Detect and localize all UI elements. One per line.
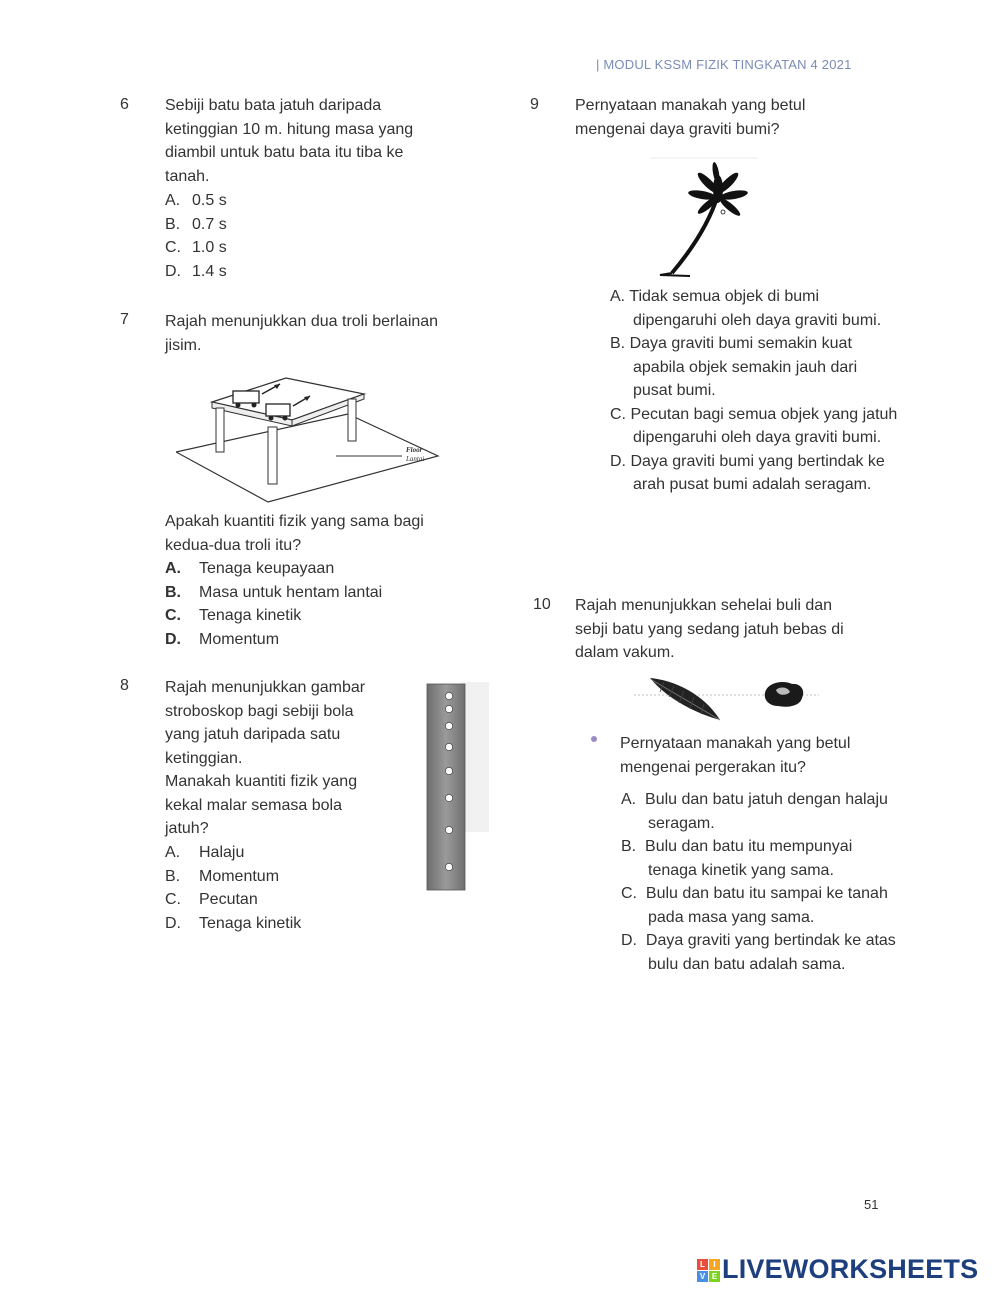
bullet-dot [591, 736, 597, 742]
q8-number: 8 [120, 677, 129, 694]
q8-stroboscope-figure [417, 682, 491, 892]
liveworksheets-logo-icon: L I V E [697, 1259, 721, 1283]
q7-number: 7 [120, 311, 129, 328]
q10-sub-line: mengenai pergerakan itu? [620, 758, 806, 776]
q8-line: stroboskop bagi sebiji bola [165, 702, 354, 720]
q10-sub-question [620, 732, 910, 779]
q6-line: tanah. [165, 167, 210, 185]
q10-text [575, 594, 895, 665]
q7-line: jisim. [165, 336, 202, 354]
q8-option-a[interactable]: A. Halaju [165, 844, 245, 861]
q6-line: ketinggian 10 m. hitung masa yang [165, 120, 414, 138]
floor-outline [176, 414, 438, 502]
trolley-1 [233, 391, 259, 403]
table-leg [268, 427, 277, 484]
q9-coconut-tree-figure [650, 155, 760, 280]
q10-option-b[interactable]: B. Bulu dan batu itu mempunyai tenaga kinetik yang sama. [621, 838, 853, 879]
q6-line: Sebiji batu bata jatuh daripada [165, 97, 382, 114]
q10-option-d[interactable]: D. Daya graviti yang bertindak ke atas bulu dan batu adalah sama. [621, 932, 896, 973]
q10-line: sebji batu yang sedang jatuh bebas di [575, 620, 844, 638]
q6-text [165, 94, 485, 188]
q8-line: Rajah menunjukkan gambar [165, 679, 366, 696]
q6-line: diambil untuk batu bata itu tiba ke [165, 144, 404, 161]
rock-image [765, 682, 804, 707]
q8-text [165, 676, 405, 841]
q8-line: jatuh? [165, 820, 209, 837]
q10-line: Rajah menunjukkan sehelai buli dan [575, 597, 833, 614]
q7-text [165, 310, 485, 357]
q9-option-d[interactable]: D. Daya graviti bumi yang bertindak ke arah pusat bumi adalah seragam. [610, 452, 885, 493]
q6-number: 6 [120, 96, 129, 113]
q10-feather-rock-figure [634, 666, 824, 728]
table-leg [216, 408, 224, 452]
q9-option-c[interactable]: C. Pecutan bagi semua objek yang jatuh dipengaruhi oleh daya graviti bumi. [610, 405, 898, 446]
q7-question [165, 510, 485, 557]
q8-line: kekal malar semasa bola [165, 796, 342, 814]
q9-option-b[interactable]: B. Daya graviti bumi semakin kuat apabila objek semakin jauh dari pusat bumi. [610, 335, 858, 399]
q6-option-c[interactable]: C. 1.0 s [165, 239, 227, 256]
q8-option-d[interactable]: D. Tenaga kinetik [165, 914, 302, 932]
q8-line: yang jatuh daripada satu [165, 726, 341, 743]
q10-options [621, 788, 896, 976]
q7-option-d[interactable]: D. Momentum [165, 630, 280, 648]
q6-option-a[interactable]: A. 0.5 s [165, 192, 227, 209]
q10-number: 10 [533, 596, 551, 613]
q7-option-b[interactable]: B. Masa untuk hentam lantai [165, 583, 383, 601]
q7-question-line: Apakah kuantiti fizik yang sama bagi [165, 513, 424, 530]
q8-line: Manakah kuantiti fizik yang [165, 773, 358, 790]
q8-option-c[interactable]: C. Pecutan [165, 891, 258, 908]
q10-sub-line: Pernyataan manakah yang betul [620, 735, 851, 752]
q9-line: mengenai daya graviti bumi? [575, 120, 780, 138]
q9-option-a[interactable]: A. Tidak semua objek di bumi dipengaruhi oleh daya graviti bumi. [610, 288, 882, 329]
q9-number: 9 [530, 96, 539, 113]
floor-label: Floor [406, 446, 423, 454]
q10-option-c[interactable]: C. Bulu dan batu itu sampai ke tanah pada masa yang sama. [621, 885, 888, 926]
q10-line: dalam vakum. [575, 644, 675, 661]
q9-text [575, 94, 895, 141]
q6-option-b[interactable]: B. 0.7 s [165, 215, 227, 233]
q10-option-a[interactable]: A. Bulu dan batu jatuh dengan halaju seragam. [621, 791, 888, 832]
q6-option-d[interactable]: D. 1.4 s [165, 262, 227, 280]
q6-options [165, 189, 227, 283]
q7-option-a[interactable]: A. Tenaga keupayaan [165, 560, 335, 577]
feather-image [650, 678, 720, 720]
q8-options [165, 841, 301, 935]
q7-trolley-table-figure [176, 372, 446, 508]
table-leg [348, 399, 356, 441]
q9-line: Pernyataan manakah yang betul [575, 97, 806, 114]
q8-line: ketinggian. [165, 749, 243, 767]
page-number: 51 [864, 1197, 879, 1212]
q7-line: Rajah menunjukkan dua troli berlainan [165, 313, 439, 330]
module-header: | MODUL KSSM FIZIK TINGKATAN 4 2021 [596, 57, 852, 72]
q7-question-line: kedua-dua troli itu? [165, 536, 302, 554]
q7-option-c[interactable]: C. Tenaga kinetik [165, 607, 302, 624]
q9-options [610, 285, 900, 497]
lantai-label: Lantai [406, 455, 425, 463]
trolley-2 [266, 404, 290, 416]
q8-option-b[interactable]: B. Momentum [165, 867, 280, 885]
liveworksheets-brand[interactable]: LIVEWORKSHEETS [722, 1254, 979, 1284]
q7-options [165, 557, 382, 651]
